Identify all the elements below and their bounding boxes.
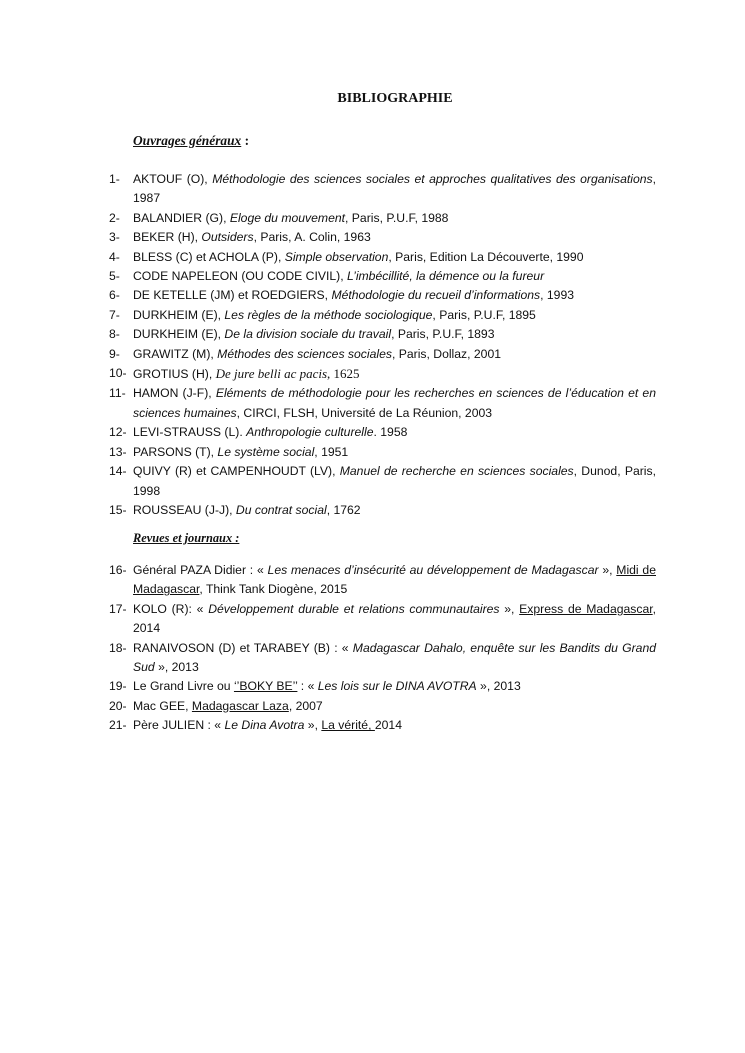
entry-author: DURKHEIM (E), — [133, 307, 225, 322]
entry-number: 7- — [109, 307, 120, 322]
entry-author: Père JULIEN : « — [133, 718, 225, 733]
entry-work-title: Méthodologie des sciences sociales et approches qualitatives des organisations — [212, 172, 653, 186]
entry-publication-info: , 2014 — [133, 601, 657, 636]
entry-publication-info: , Paris, P.U.F, 1893 — [391, 327, 495, 342]
entry-number: 1- — [109, 172, 120, 186]
entry-journal: Madagascar Laza — [191, 698, 289, 713]
entry-author: GROTIUS (H), — [133, 367, 216, 382]
section-heading-general-works — [133, 133, 249, 149]
entry-author: RANAIVOSON (D) et TARABEY (B) : « — [133, 640, 353, 655]
entry-work-title: De la division sociale du travail — [224, 327, 392, 342]
entry-publication-info: , 1987 — [133, 172, 657, 206]
bibliography-entry — [109, 716, 656, 735]
entry-number: 19- — [109, 679, 127, 694]
bibliography-entry — [109, 561, 656, 600]
entry-publication-info: , Paris, Edition La Découverte, 1990 — [388, 249, 584, 264]
entry-work-title: L’imbécillité, la démence ou la fureur — [347, 269, 545, 284]
entry-journal: Midi de Madagascar — [133, 563, 656, 597]
entry-author: AKTOUF (O), — [133, 172, 213, 186]
bibliography-entry — [109, 267, 656, 286]
entry-author: GRAWITZ (M), — [133, 346, 218, 361]
bibliography-entry — [109, 306, 656, 325]
entry-number: 9- — [109, 346, 120, 361]
entry-author: QUIVY (R) et CAMPENHOUDT (LV), — [133, 464, 340, 479]
bibliography-entry — [109, 384, 656, 423]
bibliography-entry — [109, 228, 656, 247]
entry-author: LEVI-STRAUSS (L). — [133, 425, 247, 440]
entry-work-title: Les lois sur le DINA AVOTRA — [317, 679, 477, 694]
bibliography-entry — [109, 600, 656, 639]
page-title: BIBLIOGRAPHIE — [337, 91, 453, 106]
entry-publication-info: 2014 — [374, 718, 402, 733]
entry-number: 21- — [109, 718, 127, 733]
bibliography-entry — [109, 286, 656, 305]
reviews-list — [109, 561, 656, 736]
entry-number: 6- — [109, 288, 120, 303]
entry-author: ROUSSEAU (J-J), — [133, 502, 236, 517]
entry-number: 20- — [109, 698, 127, 713]
entry-author: PARSONS (T), — [133, 444, 218, 459]
entry-author: CODE NAPELEON (OU CODE CIVIL), — [133, 269, 347, 284]
entry-author: DURKHEIM (E), — [133, 327, 225, 342]
entry-journal: La vérité, — [321, 718, 375, 733]
bibliography-entry — [109, 443, 656, 462]
entry-number: 8- — [109, 327, 120, 342]
entry-publication-info: , 1625 — [327, 366, 360, 382]
general-works-list — [109, 170, 656, 520]
bibliography-entry — [109, 639, 656, 678]
entry-author: DE KETELLE (JM) et ROEDGIERS, — [133, 288, 332, 303]
entry-publication-info: », 2013 — [476, 679, 521, 694]
entry-journal: Express de Madagascar — [519, 601, 653, 616]
entry-number: 16- — [109, 563, 127, 577]
entry-number: 11- — [109, 386, 126, 401]
entry-work-title: Développement durable et relations communautaires — [208, 601, 500, 616]
entry-work-title: Les règles de la méthode sociologique — [224, 307, 433, 322]
entry-separator: : « — [297, 679, 318, 694]
section-heading-reviews: Revues et journaux : — [133, 531, 240, 545]
entry-work-title: De jure belli ac pacis — [215, 366, 328, 382]
entry-author: BLESS (C) et ACHOLA (P), — [133, 249, 285, 264]
entry-publication-info: , Paris, A. Colin, 1963 — [253, 230, 371, 245]
entry-separator: », — [499, 601, 520, 616]
entry-author: Le Grand Livre ou — [133, 679, 234, 694]
entry-work-title: Le Dina Avotra — [224, 718, 305, 733]
entry-separator: », — [598, 563, 617, 577]
bibliography-entry — [109, 209, 656, 228]
entry-author: BALANDIER (G), — [133, 210, 230, 225]
entry-number: 5- — [109, 269, 120, 284]
entry-number: 4- — [109, 249, 120, 264]
entry-publication-info: , 1762 — [326, 502, 361, 517]
entry-publication-info: , Paris, P.U.F, 1988 — [345, 210, 449, 225]
entry-work-title: Outsiders — [201, 230, 254, 245]
bibliography-entry — [109, 697, 656, 716]
bibliography-entry — [109, 170, 656, 209]
entry-author: Général PAZA Didier : « — [133, 563, 268, 577]
entry-publication-info: », 2013 — [154, 660, 199, 675]
section-heading-colon: : — [244, 133, 250, 148]
entry-journal: ‘’BOKY BE’’ — [233, 679, 298, 694]
section-heading-label: Ouvrages généraux — [133, 133, 242, 148]
bibliography-entry — [109, 364, 656, 384]
entry-work-title: Simple observation — [284, 249, 389, 264]
entry-publication-info: , 2007 — [288, 698, 323, 713]
entry-work-title: Manuel de recherche en sciences sociales — [339, 464, 574, 479]
entry-work-title: Eloge du mouvement — [229, 210, 346, 225]
entry-number: 17- — [109, 601, 127, 616]
entry-separator: », — [304, 718, 322, 733]
bibliography-entry — [109, 677, 656, 696]
entry-publication-info: , Dunod, Paris, 1998 — [133, 464, 656, 498]
entry-author: HAMON (J-F), — [133, 386, 216, 401]
entry-work-title: Le système social — [217, 444, 315, 459]
bibliography-entry — [109, 325, 656, 344]
entry-publication-info: . 1958 — [373, 425, 408, 440]
entry-work-title: Anthropologie culturelle — [246, 425, 374, 440]
entry-work-title: Madagascar Dahalo, enquête sur les Bandits du Grand Sud — [133, 640, 656, 675]
entry-publication-info: , 1993 — [540, 288, 574, 303]
bibliography-entry — [109, 345, 656, 364]
entry-work-title: Les menaces d’insécurité au développement de Madagascar — [267, 563, 599, 577]
entry-number: 10- — [109, 366, 127, 381]
entry-work-title: Méthodologie du recueil d’informations — [331, 288, 541, 303]
entry-author: Mac GEE, — [133, 698, 192, 713]
entry-number: 13- — [109, 444, 127, 459]
entry-number: 2- — [109, 210, 120, 225]
entry-number: 3- — [109, 230, 120, 245]
entry-work-title: Du contrat social — [235, 502, 327, 517]
entry-number: 18- — [109, 640, 127, 655]
entry-number: 14- — [109, 464, 127, 479]
entry-author: KOLO (R): « — [133, 601, 209, 616]
bibliography-entry — [109, 501, 656, 520]
entry-author: BEKER (H), — [133, 230, 202, 245]
bibliography-entry — [109, 248, 656, 267]
entry-publication-info: , Paris, Dollaz, 2001 — [391, 346, 502, 361]
entry-publication-info: , Think Tank Diogène, 2015 — [199, 582, 348, 597]
entry-number: 15- — [109, 502, 127, 517]
entry-work-title: Méthodes des sciences sociales — [217, 346, 392, 361]
entry-number: 12- — [109, 425, 127, 440]
entry-publication-info: , 1951 — [314, 444, 349, 459]
bibliography-entry — [109, 423, 656, 442]
entry-work-title: Eléments de méthodologie pour les recherches en sciences de l’éducation et en sciences humaines — [133, 386, 656, 420]
bibliography-entry — [109, 462, 656, 501]
entry-publication-info: , Paris, P.U.F, 1895 — [432, 307, 536, 322]
entry-publication-info: , CIRCI, FLSH, Université de La Réunion, 2003 — [236, 405, 493, 420]
